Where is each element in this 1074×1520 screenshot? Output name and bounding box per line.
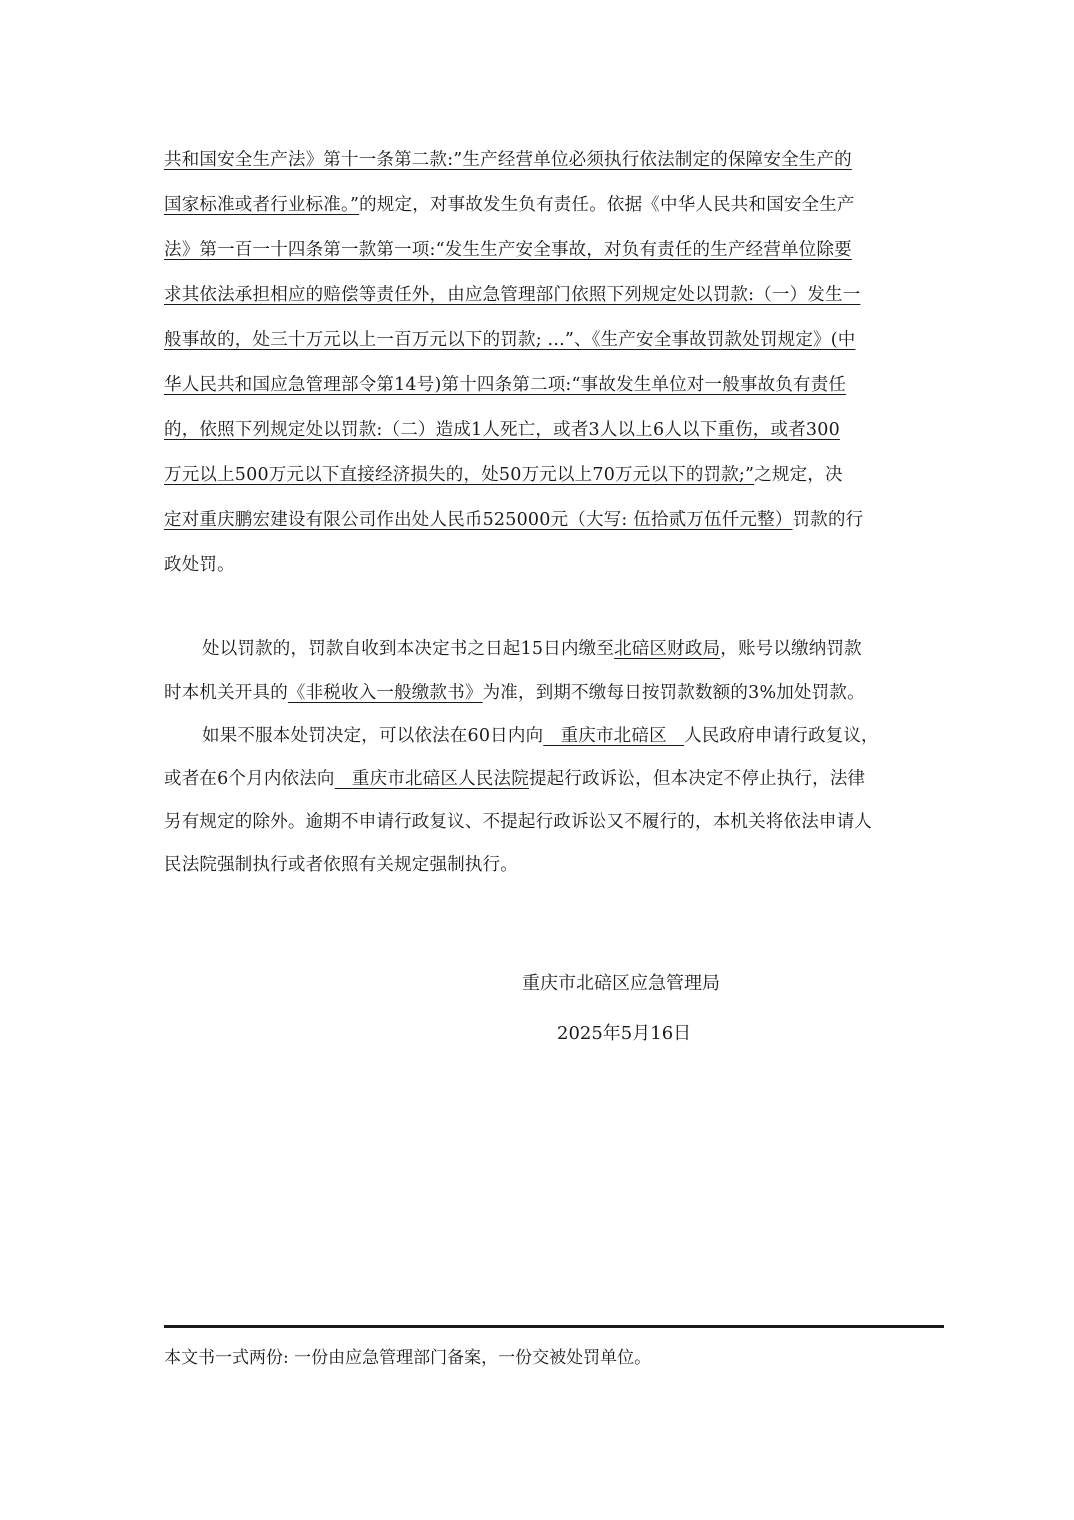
paragraph-3-line-3 [164,808,910,836]
paragraph-1-line-6 [164,371,910,399]
body-text: 或者在6个月内依法向 [164,769,335,789]
paragraph-1-line-9 [164,506,910,534]
body-text: 政处罚。 [164,555,235,575]
issuing-authority: 重庆市北碚区应急管理局 [522,973,720,994]
body-text: 为准，到期不缴每日按罚款数额的3%加处罚款。 [482,683,865,703]
body-text: 的规定，对事故发生负有责任。依据《中华人民共和国安全生产 [359,195,855,215]
paragraph-3-line-2 [164,765,910,793]
paragraph-1-line-8 [164,461,910,489]
legal-citation-text: 华人民共和国应急管理部令第14号)第十四条第二项:“事故发生单位对一般事故负有责任 [164,375,847,395]
footer-note: 本文书一式两份: 一份由应急管理部门备案，一份交被处罚单位。 [164,1348,652,1368]
legal-citation-text: 的，依照下列规定处以罚款:（二）造成1人死亡，或者3人以上6人以下重伤，或者300 [164,420,840,440]
penalty-decision-text: 定对重庆鹏宏建设有限公司作出处人民币525000元（大写: 伍拾贰万伍仟元整） [164,510,793,530]
body-text: 另有规定的除外。逾期不申请行政复议、不提起行政诉讼又不履行的，本机关将依法申请人 [164,812,872,832]
body-text: 提起行政诉讼，但本决定不停止执行，法律 [528,769,866,789]
body-text: 罚款的行 [792,510,864,530]
payment-form-text: 《非税收入一般缴款书》 [287,683,483,703]
legal-citation-text: 国家标准或者行业标准。” [164,195,360,215]
body-text: 时本机关开具的 [164,683,288,703]
paragraph-1-line-3 [164,236,910,264]
body-text: 民法院强制执行或者依照有关规定强制执行。 [164,855,518,875]
issue-date: 2025年5月16日 [557,1023,692,1044]
body-text: 之规定，决 [754,465,843,485]
paragraph-1-line-10 [164,551,910,579]
paragraph-2-line-2 [164,679,910,707]
paragraph-1-line-5 [164,326,910,354]
legal-citation-text: 万元以上500万元以下直接经济损失的，处50万元以上70万元以下的罚款;” [164,465,755,485]
paragraph-3-line-1 [202,722,910,750]
body-text: 处以罚款的，罚款自收到本决定书之日起15日内缴至 [202,639,615,659]
paragraph-1-line-1 [164,146,910,174]
review-authority-text: 重庆市北碚区 [543,726,685,746]
paragraph-1-line-2 [164,191,910,219]
footer-divider [164,1325,944,1328]
paragraph-1-line-7 [164,416,910,444]
legal-citation-text: 求其依法承担相应的赔偿等责任外，由应急管理部门依照下列规定处以罚款:（一）发生一 [164,285,861,305]
paragraph-3-line-4 [164,851,910,879]
body-text: 人民政府申请行政复议， [684,726,879,746]
payee-text: 北碚区财政局 [614,639,721,659]
legal-citation-text: 法》第一百一十四条第一款第一项:“发生生产安全事故，对负有责任的生产经营单位除要 [164,240,852,260]
body-text: ，账号以缴纳罚款 [720,639,862,659]
legal-citation-text: 般事故的，处三十万元以上一百万元以下的罚款; ...”、《生产安全事故罚款处罚规定》(中 [164,330,856,350]
legal-citation-text: 共和国安全生产法》第十一条第二款:”生产经营单位必须执行依法制定的保障安全生产的 [164,150,852,170]
body-text: 如果不服本处罚决定，可以依法在60日内向 [202,726,544,746]
paragraph-2-line-1 [202,635,910,663]
paragraph-1-line-4 [164,281,910,309]
court-text: 重庆市北碚区人民法院 [334,769,529,789]
